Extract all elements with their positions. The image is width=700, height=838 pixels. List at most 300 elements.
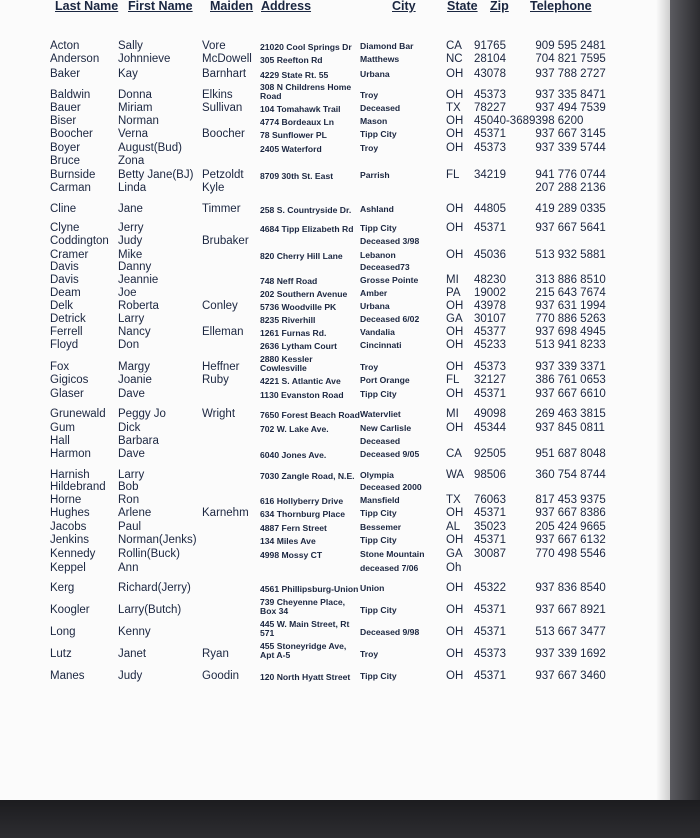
cell-last-name: Boyer bbox=[50, 142, 81, 154]
cell-city: Ashland bbox=[360, 204, 394, 214]
cell-address bbox=[260, 181, 360, 194]
cell-first-name: Don bbox=[118, 339, 140, 351]
cell-last-name: Baker bbox=[50, 68, 81, 80]
cell-state: OH bbox=[446, 222, 464, 234]
cell-telephone: 951 687 8048 bbox=[535, 448, 606, 460]
cell-city: Troy bbox=[360, 362, 379, 372]
cell-city: Tipp City bbox=[360, 508, 397, 518]
cell-first-name: Arlene bbox=[118, 507, 152, 519]
cell-telephone: 937 631 1994 bbox=[535, 300, 606, 312]
scan-shadow-bottom bbox=[0, 800, 700, 838]
cell-telephone: 941 776 0744 bbox=[535, 169, 606, 181]
cell-zip: 44805 bbox=[474, 203, 506, 215]
cell-maiden-name: Boocher bbox=[202, 128, 245, 140]
cell-zip: 43078 bbox=[474, 68, 506, 80]
cell-first-name: Norman bbox=[118, 115, 159, 127]
cell-zip bbox=[474, 154, 535, 167]
cell-telephone: 419 289 0335 bbox=[535, 203, 606, 215]
cell-address: 2636 Lytham Court bbox=[260, 340, 338, 351]
cell-state: GA bbox=[446, 313, 463, 325]
table-row bbox=[50, 506, 639, 519]
cell-first-name: Donna bbox=[118, 89, 152, 101]
cell-zip: 28104 bbox=[474, 53, 506, 65]
cell-zip: 45371 bbox=[474, 222, 506, 234]
table-row bbox=[50, 181, 639, 194]
cell-first-name: Bob bbox=[118, 481, 139, 493]
cell-maiden-name bbox=[202, 574, 260, 594]
cell-address: 634 Thornburg Place bbox=[260, 508, 346, 519]
cell-address: 8235 Riverhill bbox=[260, 314, 316, 325]
cell-city: Deceased 3/98 bbox=[360, 236, 420, 246]
table-row bbox=[50, 286, 639, 299]
cell-maiden-name bbox=[202, 273, 260, 286]
table-row bbox=[50, 312, 639, 325]
cell-address bbox=[260, 261, 360, 273]
cell-maiden-name: Conley bbox=[202, 300, 238, 312]
cell-address: 748 Neff Road bbox=[260, 275, 318, 286]
cell-state: NC bbox=[446, 53, 463, 65]
cell-city: Deceased 9/05 bbox=[360, 449, 420, 459]
cell-city: Deceased 6/02 bbox=[360, 314, 420, 324]
cell-maiden-name: Timmer bbox=[202, 203, 241, 215]
cell-first-name: Larry(Butch) bbox=[118, 604, 182, 616]
cell-state: FL bbox=[446, 169, 460, 181]
cell-zip: 43978 bbox=[474, 300, 506, 312]
cell-last-name: Biser bbox=[50, 115, 77, 127]
cell-maiden-name: Goodin bbox=[202, 670, 240, 682]
cell-telephone: 937 836 8540 bbox=[535, 582, 606, 594]
cell-state: OH bbox=[446, 670, 464, 682]
cell-city bbox=[360, 154, 446, 167]
cell-maiden-name: Brubaker bbox=[202, 235, 249, 247]
cell-city: Mason bbox=[360, 116, 388, 126]
cell-last-name: Hildebrand bbox=[50, 481, 106, 493]
cell-zip: 45371 bbox=[474, 128, 506, 140]
cell-first-name: Paul bbox=[118, 521, 142, 533]
cell-maiden-name bbox=[202, 247, 260, 261]
table-row bbox=[50, 80, 639, 101]
cell-city: Union bbox=[360, 583, 385, 593]
cell-telephone: 937 667 8386 bbox=[535, 507, 606, 519]
cell-state: OH bbox=[446, 361, 464, 373]
cell-last-name: Coddington bbox=[50, 235, 109, 247]
cell-first-name: Richard(Jerry) bbox=[118, 582, 191, 594]
cell-maiden-name bbox=[202, 546, 260, 560]
cell-address: 4684 Tipp Elizabeth Rd bbox=[260, 223, 354, 234]
cell-zip bbox=[474, 234, 535, 247]
cell-first-name: Dick bbox=[118, 422, 141, 434]
cell-telephone: 937 494 7539 bbox=[535, 102, 606, 114]
cell-last-name: Horne bbox=[50, 494, 82, 506]
cell-state: OH bbox=[446, 300, 464, 312]
table-row bbox=[50, 420, 639, 434]
cell-maiden-name bbox=[202, 338, 260, 351]
header-telephone: Telephone bbox=[530, 0, 592, 13]
cell-zip: 45233 bbox=[474, 339, 506, 351]
cell-zip: 78227 bbox=[474, 102, 506, 114]
cell-maiden-name bbox=[202, 594, 260, 616]
cell-last-name: Bauer bbox=[50, 102, 81, 114]
cell-first-name: Miriam bbox=[118, 102, 153, 114]
cell-maiden-name bbox=[202, 447, 260, 460]
cell-zip: 45371 bbox=[474, 604, 506, 616]
cell-last-name: Clyne bbox=[50, 222, 80, 234]
directory-rows bbox=[50, 26, 639, 682]
cell-first-name: Rollin(Buck) bbox=[118, 548, 180, 560]
table-row bbox=[50, 273, 639, 286]
cell-telephone: 909 595 2481 bbox=[535, 40, 606, 52]
cell-zip: 45377 bbox=[474, 326, 506, 338]
cell-last-name: Lutz bbox=[50, 648, 72, 660]
cell-first-name: Nancy bbox=[118, 326, 151, 338]
table-row bbox=[50, 434, 639, 447]
cell-state: AL bbox=[446, 521, 461, 533]
cell-first-name: Sally bbox=[118, 40, 143, 52]
cell-city: Deceased 2000 bbox=[360, 482, 422, 492]
cell-zip: 45371 bbox=[474, 670, 506, 682]
table-row bbox=[50, 638, 639, 660]
cell-state: OH bbox=[446, 507, 464, 519]
cell-last-name: Gigicos bbox=[50, 374, 89, 386]
header-city: City bbox=[392, 0, 416, 13]
cell-maiden-name bbox=[202, 560, 260, 574]
cell-last-name: Manes bbox=[50, 670, 85, 682]
cell-state: OH bbox=[446, 534, 464, 546]
cell-first-name: Judy bbox=[118, 670, 143, 682]
cell-city: Tipp City bbox=[360, 129, 397, 139]
cell-state: TX bbox=[446, 494, 461, 506]
table-row bbox=[50, 154, 639, 167]
cell-first-name: Verna bbox=[118, 128, 149, 140]
cell-first-name: Linda bbox=[118, 182, 147, 194]
cell-address: 4774 Bordeaux Ln bbox=[260, 116, 335, 127]
cell-state: TX bbox=[446, 102, 461, 114]
cell-first-name: Kenny bbox=[118, 626, 151, 638]
cell-maiden-name bbox=[202, 519, 260, 533]
cell-last-name: Kennedy bbox=[50, 548, 96, 560]
cell-telephone: 360 754 8744 bbox=[535, 469, 606, 481]
cell-city: Urbana bbox=[360, 301, 390, 311]
cell-telephone: 937 667 3145 bbox=[535, 128, 606, 140]
table-row bbox=[50, 447, 639, 460]
cell-maiden-name: Sullivan bbox=[202, 102, 243, 114]
cell-state: OH bbox=[446, 582, 464, 594]
cell-zip bbox=[474, 261, 535, 273]
cell-telephone: 937 335 8471 bbox=[535, 89, 606, 101]
table-row bbox=[50, 660, 639, 682]
cell-address: 134 Miles Ave bbox=[260, 535, 316, 546]
cell-zip: 45373 bbox=[474, 89, 506, 101]
cell-address: 6040 Jones Ave. bbox=[260, 449, 327, 460]
cell-zip bbox=[474, 434, 535, 447]
cell-address: 739 Cheyenne Place, Box 34 bbox=[260, 596, 346, 616]
table-row bbox=[50, 351, 639, 373]
cell-last-name: Cramer bbox=[50, 249, 89, 261]
cell-state: Oh bbox=[446, 562, 462, 574]
table-row bbox=[50, 493, 639, 506]
cell-maiden-name: Barnhart bbox=[202, 68, 247, 80]
cell-first-name: Judy bbox=[118, 235, 143, 247]
cell-address bbox=[260, 154, 360, 167]
cell-address: 120 North Hyatt Street bbox=[260, 671, 351, 682]
cell-maiden-name bbox=[202, 616, 260, 638]
cell-zip: 45371 bbox=[474, 507, 506, 519]
cell-state: OH bbox=[446, 68, 464, 80]
cell-last-name: Boocher bbox=[50, 128, 93, 140]
table-row bbox=[50, 325, 639, 338]
table-row bbox=[50, 338, 639, 351]
cell-zip: 30107 bbox=[474, 313, 506, 325]
cell-zip: 19002 bbox=[474, 287, 506, 299]
table-row bbox=[50, 574, 639, 594]
cell-state: OH bbox=[446, 422, 464, 434]
cell-first-name: Barbara bbox=[118, 435, 159, 447]
cell-last-name: Anderson bbox=[50, 53, 100, 65]
table-row bbox=[50, 127, 639, 140]
cell-telephone: 817 453 9375 bbox=[535, 494, 606, 506]
cell-address bbox=[260, 560, 360, 574]
cell-city: Deceased 9/98 bbox=[360, 627, 420, 637]
cell-last-name: Harmon bbox=[50, 448, 91, 460]
table-row bbox=[50, 386, 639, 400]
table-row bbox=[50, 52, 639, 65]
cell-last-name: Deam bbox=[50, 287, 81, 299]
cell-zip: 45036 bbox=[474, 249, 506, 261]
cell-maiden-name bbox=[202, 460, 260, 481]
table-row bbox=[50, 101, 639, 114]
cell-first-name: Johnnieve bbox=[118, 53, 171, 65]
header-state: State bbox=[447, 0, 478, 13]
cell-zip: 45371 bbox=[474, 626, 506, 638]
cell-first-name: Larry bbox=[118, 469, 145, 481]
table-row bbox=[50, 519, 639, 533]
cell-maiden-name: McDowell bbox=[202, 53, 252, 65]
cell-zip: 30087 bbox=[474, 548, 506, 560]
cell-city: Troy bbox=[360, 143, 379, 153]
cell-city: Watervliet bbox=[360, 409, 401, 419]
table-row bbox=[50, 65, 639, 80]
cell-city: Tipp City bbox=[360, 389, 397, 399]
cell-address: 8709 30th St. East bbox=[260, 170, 334, 181]
cell-telephone: 770 498 5546 bbox=[535, 548, 606, 560]
table-row bbox=[50, 114, 639, 127]
cell-city: Tipp City bbox=[360, 605, 397, 615]
cell-address: 455 Stoneyridge Ave, Apt A-5 bbox=[260, 640, 347, 660]
cell-first-name: Norman(Jenks) bbox=[118, 534, 197, 546]
cell-first-name: Peggy Jo bbox=[118, 408, 166, 420]
directory-table bbox=[50, 26, 639, 682]
cell-city: deceased 7/06 bbox=[360, 563, 419, 573]
cell-state: CA bbox=[446, 448, 462, 460]
cell-city: Mansfield bbox=[360, 495, 400, 505]
cell-address: 5736 Woodville PK bbox=[260, 301, 337, 312]
cell-first-name: Margy bbox=[118, 361, 150, 373]
cell-address: 4887 Fern Street bbox=[260, 522, 327, 533]
cell-maiden-name: Wright bbox=[202, 408, 236, 420]
table-row bbox=[50, 546, 639, 560]
cell-state: OH bbox=[446, 648, 464, 660]
cell-zip: 91765 bbox=[474, 40, 506, 52]
cell-telephone: 937 667 5641 bbox=[535, 222, 606, 234]
cell-address: 2405 Waterford bbox=[260, 143, 322, 154]
cell-maiden-name bbox=[202, 420, 260, 434]
cell-city: New Carlisle bbox=[360, 423, 412, 433]
cell-maiden-name bbox=[202, 493, 260, 506]
cell-telephone: 937 667 8921 bbox=[535, 604, 606, 616]
table-row bbox=[50, 194, 639, 215]
table-row bbox=[50, 616, 639, 638]
cell-last-name: Fox bbox=[50, 361, 70, 373]
cell-zip: 45373 bbox=[474, 142, 506, 154]
cell-first-name: Kay bbox=[118, 68, 138, 80]
cell-telephone: 937 698 4945 bbox=[535, 326, 606, 338]
cell-zip: 45344 bbox=[474, 422, 506, 434]
cell-zip: 92505 bbox=[474, 448, 506, 460]
cell-first-name: Joanie bbox=[118, 374, 152, 386]
cell-city: Cincinnati bbox=[360, 340, 402, 350]
cell-last-name: Glaser bbox=[50, 388, 84, 400]
cell-last-name: Delk bbox=[50, 300, 74, 312]
cell-telephone: 937 788 2727 bbox=[535, 68, 606, 80]
cell-last-name: Grunewald bbox=[50, 408, 106, 420]
cell-maiden-name bbox=[202, 533, 260, 546]
cell-first-name: Zona bbox=[118, 155, 145, 167]
cell-address bbox=[260, 481, 360, 493]
header-maiden: Maiden bbox=[210, 0, 254, 13]
cell-first-name: Betty Jane(BJ) bbox=[118, 169, 194, 181]
cell-first-name: Larry bbox=[118, 313, 145, 325]
cell-state: MI bbox=[446, 408, 459, 420]
table-row bbox=[50, 234, 639, 247]
cell-telephone bbox=[535, 154, 639, 167]
table-row bbox=[50, 140, 639, 154]
cell-telephone bbox=[535, 481, 639, 493]
table-row bbox=[50, 247, 639, 261]
cell-zip bbox=[474, 560, 535, 574]
cell-zip bbox=[474, 181, 535, 194]
cell-last-name: Davis bbox=[50, 261, 79, 273]
table-row bbox=[50, 299, 639, 312]
cell-zip: 49098 bbox=[474, 408, 506, 420]
cell-address: 1261 Furnas Rd. bbox=[260, 327, 327, 338]
cell-telephone: 513 667 3477 bbox=[535, 626, 606, 638]
cell-state: CA bbox=[446, 40, 462, 52]
cell-city: Olympia bbox=[360, 470, 394, 480]
cell-address: 4221 S. Atlantic Ave bbox=[260, 375, 341, 386]
cell-first-name: Mike bbox=[118, 249, 143, 261]
cell-telephone: 770 886 5263 bbox=[535, 313, 606, 325]
table-row bbox=[50, 533, 639, 546]
cell-telephone bbox=[535, 434, 639, 447]
header-first-name: First Name bbox=[128, 0, 193, 13]
cell-last-name: Hughes bbox=[50, 507, 90, 519]
cell-last-name: Floyd bbox=[50, 339, 79, 351]
cell-telephone: 398 6200 bbox=[535, 115, 584, 127]
cell-city: Tipp City bbox=[360, 223, 397, 233]
cell-address: 21020 Cool Springs Dr bbox=[260, 41, 352, 52]
cell-address: 702 W. Lake Ave. bbox=[260, 423, 329, 434]
cell-city: Deceased bbox=[360, 103, 401, 113]
cell-last-name: Cline bbox=[50, 203, 77, 215]
cell-maiden-name: Petzoldt bbox=[202, 169, 244, 181]
header-last-name: Last Name bbox=[55, 0, 119, 13]
cell-last-name: Ferrell bbox=[50, 326, 83, 338]
cell-telephone: 313 886 8510 bbox=[535, 274, 606, 286]
cell-first-name: Dave bbox=[118, 388, 145, 400]
cell-address: 4229 State Rt. 55 bbox=[260, 69, 329, 80]
cell-first-name: Danny bbox=[118, 261, 152, 273]
cell-state: OH bbox=[446, 249, 464, 261]
cell-state: OH bbox=[446, 604, 464, 616]
cell-zip: 45040-3689 bbox=[474, 115, 536, 127]
cell-telephone: 386 761 0653 bbox=[535, 374, 606, 386]
table-row bbox=[50, 460, 639, 481]
cell-telephone: 937 339 3371 bbox=[535, 361, 606, 373]
cell-city: Deceased73 bbox=[360, 262, 410, 272]
cell-telephone: 704 821 7595 bbox=[535, 53, 606, 65]
cell-zip: 45371 bbox=[474, 388, 506, 400]
cell-maiden-name: Elkins bbox=[202, 89, 233, 101]
cell-maiden-name: Ruby bbox=[202, 374, 229, 386]
header-address: Address bbox=[261, 0, 312, 13]
cell-maiden-name: Heffner bbox=[202, 361, 240, 373]
cell-telephone: 269 463 3815 bbox=[535, 408, 606, 420]
column-header-row bbox=[0, 0, 670, 16]
cell-telephone bbox=[535, 234, 639, 247]
cell-zip: 45371 bbox=[474, 534, 506, 546]
cell-last-name: Hall bbox=[50, 435, 70, 447]
cell-telephone: 513 941 8233 bbox=[535, 339, 606, 351]
cell-address: 7030 Zangle Road, N.E. bbox=[260, 470, 355, 481]
cell-maiden-name bbox=[202, 386, 260, 400]
cell-maiden-name: Elleman bbox=[202, 326, 244, 338]
cell-maiden-name bbox=[202, 261, 260, 273]
cell-city bbox=[360, 181, 446, 194]
cell-state: OH bbox=[446, 142, 464, 154]
cell-city: Bessemer bbox=[360, 522, 402, 532]
cell-last-name: Gum bbox=[50, 422, 75, 434]
cell-zip bbox=[474, 481, 535, 493]
cell-address: 2880 Kessler Cowlesville bbox=[260, 353, 313, 373]
cell-last-name: Bruce bbox=[50, 155, 81, 167]
cell-zip: 32127 bbox=[474, 374, 506, 386]
cell-state: GA bbox=[446, 548, 463, 560]
cell-maiden-name bbox=[202, 481, 260, 493]
cell-first-name: Joe bbox=[118, 287, 137, 299]
cell-maiden-name bbox=[202, 286, 260, 299]
table-row bbox=[50, 560, 639, 574]
cell-telephone bbox=[535, 261, 639, 273]
cell-telephone: 205 424 9665 bbox=[535, 521, 606, 533]
cell-zip: 45373 bbox=[474, 361, 506, 373]
cell-telephone: 937 339 5744 bbox=[535, 142, 606, 154]
cell-telephone: 215 643 7674 bbox=[535, 287, 606, 299]
cell-maiden-name bbox=[202, 312, 260, 325]
cell-address: 305 Reefton Rd bbox=[260, 54, 323, 65]
cell-city: Tipp City bbox=[360, 535, 397, 545]
table-row bbox=[50, 400, 639, 420]
cell-telephone: 937 667 3460 bbox=[535, 670, 606, 682]
cell-address: 4998 Mossy CT bbox=[260, 549, 323, 560]
cell-telephone: 207 288 2136 bbox=[535, 182, 606, 194]
cell-city: Deceased bbox=[360, 436, 401, 446]
cell-city: Grosse Pointe bbox=[360, 275, 419, 285]
cell-maiden-name: Karnehm bbox=[202, 507, 249, 519]
cell-state bbox=[446, 181, 474, 194]
cell-state: OH bbox=[446, 388, 464, 400]
cell-last-name: Burnside bbox=[50, 169, 96, 181]
table-row bbox=[50, 167, 639, 181]
